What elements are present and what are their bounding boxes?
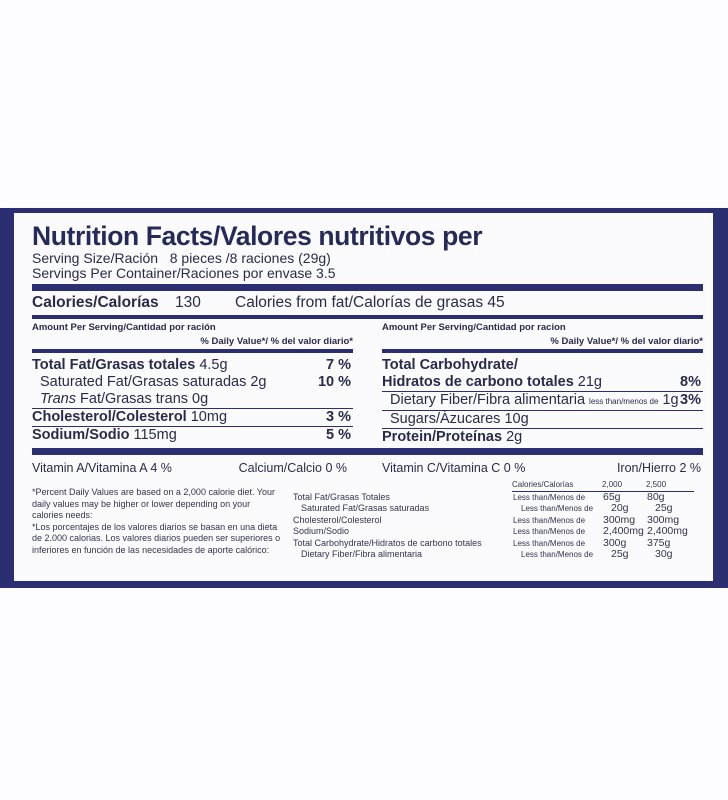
dv-row-qualifier: Less than/Menos de	[521, 504, 594, 513]
nutrition-facts-panel	[14, 213, 713, 581]
dv-row-name: Cholesterol/Colesterol	[293, 514, 382, 525]
nutrient-columns	[32, 319, 703, 446]
dv-header-right: % Daily Value*/ % del valor diario*	[550, 336, 703, 347]
footnote-english: *Percent Daily Values are based on a 2,000 calorie diet. Your daily values may be higher or lower depending on your calories needs:	[32, 487, 275, 520]
nutrient-pct: 8%	[680, 374, 701, 390]
daily-value-table	[283, 479, 703, 561]
serving-size-label: Serving Size/Ración	[32, 250, 159, 266]
dv-row-name: Total Fat/Grasas Totales	[293, 491, 390, 502]
fiber-note: less than/menos de	[589, 397, 659, 406]
vitamins-right	[382, 455, 703, 479]
dv-row-2500: 30g	[655, 548, 673, 560]
nutrient-label: Total Carbohydrate/	[382, 357, 518, 373]
vitamins-row	[32, 455, 703, 479]
nutrient-row-total-fat	[32, 357, 353, 374]
nutrient-row-protein	[382, 429, 703, 446]
nutrient-pct: 7 %	[326, 357, 351, 373]
nutrient-pct: 3%	[680, 392, 701, 408]
nutrient-pct: 5 %	[326, 427, 351, 443]
dv-header-calories: Calories/Calorías	[512, 479, 602, 492]
dv-header-2500: 2,500	[646, 479, 694, 492]
dv-row-qualifier: Less than/Menos de	[521, 550, 594, 559]
vitamin-a: Vitamin A/Vitamina A 4 %	[32, 461, 172, 475]
dv-row-2000: 65g	[603, 490, 621, 503]
table-row	[293, 549, 703, 561]
nutrient-row-trans-fat	[32, 391, 353, 409]
table-row	[293, 538, 703, 550]
nutrient-amount: 115mg	[129, 427, 177, 443]
nutrient-amount: 1g	[662, 392, 679, 408]
nutrient-row-sugars	[382, 411, 703, 429]
dv-row-qualifier: Less than/Menos de	[513, 538, 586, 548]
footnote-text	[32, 479, 283, 561]
dv-row-2500: 80g	[647, 490, 665, 503]
nutrient-label: Sodium/Sodio	[32, 427, 130, 443]
nutrient-row-cholesterol	[32, 409, 353, 427]
dv-row-2000: 20g	[611, 502, 629, 514]
dv-row-qualifier: Less than/Menos de	[513, 515, 586, 525]
calories-label: Calories/Calorías	[32, 294, 159, 311]
dv-table-header	[292, 479, 703, 492]
iron: Iron/Hierro 2 %	[616, 461, 701, 475]
trans-italic: Trans	[40, 391, 76, 407]
amount-header-left: Amount Per Serving/Cantidad por ración	[32, 322, 216, 333]
calcium: Calcium/Calcio 0 %	[238, 461, 347, 475]
nutrient-pct: 3 %	[326, 409, 351, 425]
nutrient-amount: 2g	[502, 429, 523, 445]
nutrient-label: Total Fat/Grasas totales	[32, 357, 196, 373]
nutrient-pct: 10 %	[317, 374, 351, 390]
dv-row-2500: 25g	[655, 502, 673, 514]
right-column	[382, 319, 703, 446]
servings-per-container: Servings Per Container/Raciones por envase 3.5	[32, 265, 336, 281]
calories-value: 130	[175, 294, 201, 311]
dv-row-2000: 2,400mg	[603, 525, 644, 537]
nutrient-amount: 21g	[573, 374, 602, 390]
calories-row	[32, 291, 703, 315]
dv-row-2000: 300g	[603, 536, 627, 549]
left-column	[32, 319, 353, 446]
table-row	[293, 492, 703, 504]
nutrient-label: Fat/Grasas trans 0g	[76, 391, 209, 407]
vitamins-left	[32, 455, 353, 479]
footnote-section	[32, 479, 703, 561]
dv-row-2000: 300mg	[603, 513, 636, 526]
nutrient-label: Sugars/Ázucares 10g	[390, 411, 529, 427]
serving-size	[32, 251, 703, 266]
dv-row-name: Total Carbohydrate/Hidratos de carbono totales	[293, 537, 482, 548]
dv-row-2000: 25g	[611, 548, 629, 560]
dv-row-name: Saturated Fat/Grasas saturadas	[301, 503, 430, 513]
divider-thick	[32, 284, 703, 291]
dv-row-2500: 300mg	[647, 513, 680, 526]
dv-row-qualifier: Less than/Menos de	[513, 527, 586, 536]
table-row	[293, 526, 703, 538]
amount-header-right: Amount Per Serving/Cantidad por racion	[382, 322, 566, 333]
nutrient-row-saturated-fat	[32, 374, 353, 391]
divider-thick-vitamins	[32, 448, 703, 455]
nutrient-amount: 10mg	[186, 409, 228, 425]
nutrient-row-carb-line1	[382, 357, 703, 374]
panel-title: Nutrition Facts/Valores nutritivos per	[32, 221, 483, 251]
table-row	[293, 503, 703, 515]
nutrient-label: Protein/Proteínas	[382, 429, 503, 445]
dv-row-name: Sodium/Sodio	[293, 526, 350, 536]
divider-left	[32, 349, 353, 353]
nutrient-row-fiber	[382, 392, 703, 411]
divider-right	[382, 349, 703, 353]
nutrient-label: Cholesterol/Colesterol	[32, 409, 187, 425]
nutrient-row-sodium	[32, 427, 353, 444]
dv-row-qualifier: Less than/Menos de	[513, 492, 586, 502]
nutrient-label: Saturated Fat/Grasas saturadas 2g	[40, 374, 267, 390]
calories-from-fat: Calories from fat/Calorías de grasas 45	[235, 294, 505, 311]
vitamin-c: Vitamin C/Vitamina C 0 %	[382, 461, 526, 475]
dv-header-left: % Daily Value*/ % del valor diario*	[200, 336, 353, 347]
dv-row-name: Dietary Fiber/Fibra alimentaria	[301, 549, 423, 559]
nutrient-label: Dietary Fiber/Fibra alimentaria	[390, 392, 586, 408]
dv-row-2500: 375g	[647, 536, 671, 549]
dv-header-2000: 2,000	[602, 479, 646, 492]
nutrient-label: Hidratos de carbono totales	[382, 374, 574, 390]
dv-row-2500: 2,400mg	[647, 525, 688, 537]
serving-size-value: 8 pieces /8 raciones (29g)	[169, 250, 331, 266]
nutrient-row-carb-line2	[382, 374, 703, 392]
footnote-spanish: *Los porcentajes de los valores diarios se basan en una dieta de 2.000 calorias. Los valores diarios pueden ser superiores o inferiores en función de las necesidades de aporte calórico:	[32, 521, 281, 555]
nutrient-amount: 4.5g	[195, 357, 228, 373]
